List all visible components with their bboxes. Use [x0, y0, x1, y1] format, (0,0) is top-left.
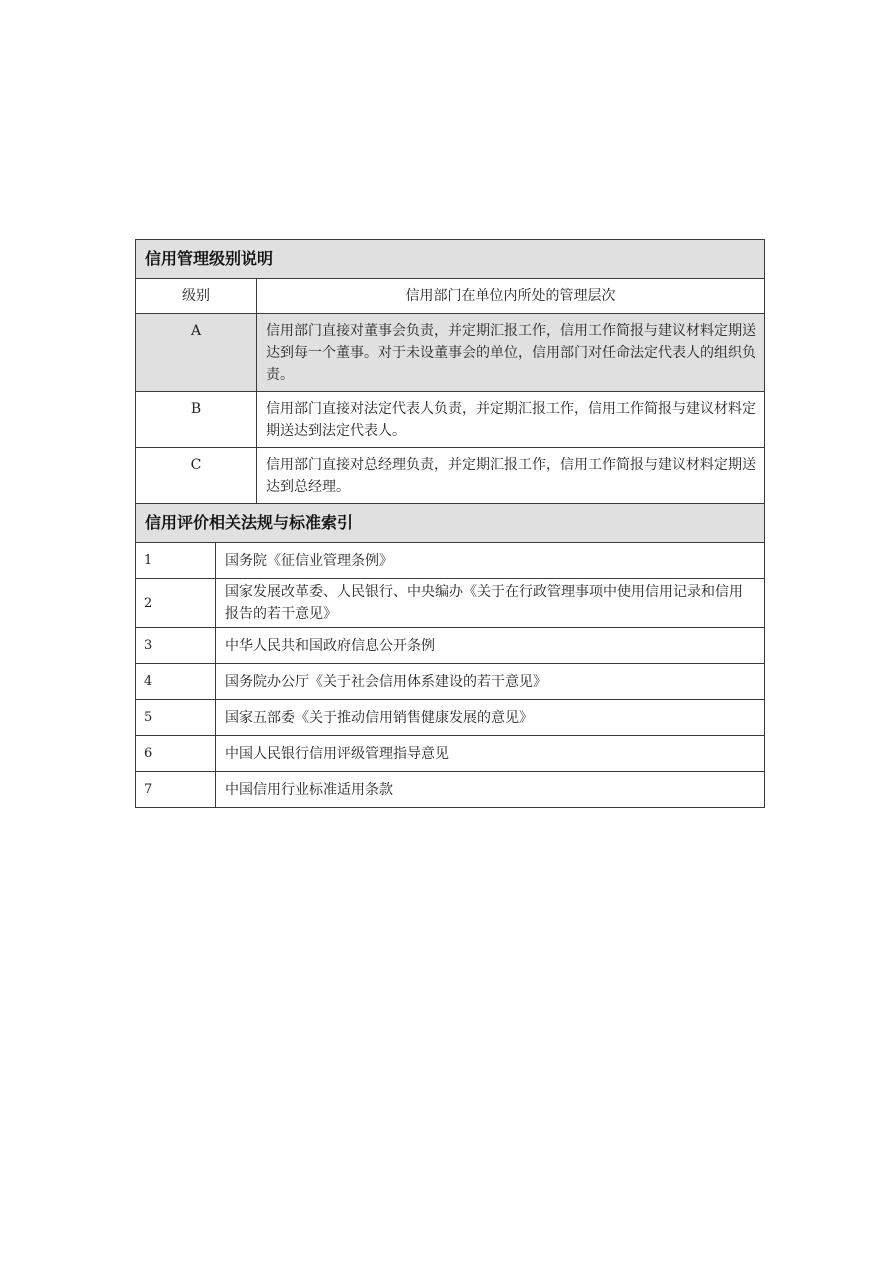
level-code: B: [136, 392, 257, 448]
regulation-row: [136, 772, 765, 808]
levels-section-title: 信用管理级别说明: [136, 240, 765, 279]
regulation-title: 中国人民银行信用评级管理指导意见: [216, 736, 765, 772]
regulation-number: 3: [136, 628, 216, 664]
regulation-title: 国家五部委《关于推动信用销售健康发展的意见》: [216, 700, 765, 736]
regulation-title: 国务院办公厅《关于社会信用体系建设的若干意见》: [216, 664, 765, 700]
regulation-title: 国家发展改革委、人民银行、中央编办《关于在行政管理事项中使用信用记录和信用报告的若干意见》: [216, 579, 765, 628]
level-code: A: [136, 314, 257, 392]
regulation-row: [136, 543, 765, 579]
regulation-title: 中华人民共和国政府信息公开条例: [216, 628, 765, 664]
regulations-section-header-row: [136, 504, 765, 543]
regulation-title: 中国信用行业标准适用条款: [216, 772, 765, 808]
level-description: 信用部门直接对总经理负责，并定期汇报工作，信用工作简报与建议材料定期送达到总经理。: [257, 448, 765, 504]
regulation-number: 5: [136, 700, 216, 736]
regulation-row: [136, 736, 765, 772]
regulation-row: [136, 628, 765, 664]
regulation-number: 6: [136, 736, 216, 772]
regulation-number: 7: [136, 772, 216, 808]
level-description: 信用部门直接对法定代表人负责，并定期汇报工作，信用工作简报与建议材料定期送达到法定代表人。: [257, 392, 765, 448]
level-row-c: [136, 448, 765, 504]
document-body: [135, 239, 764, 808]
regulation-number: 4: [136, 664, 216, 700]
regulation-row: [136, 579, 765, 628]
level-row-b: [136, 392, 765, 448]
level-code: C: [136, 448, 257, 504]
column-header-level: 级别: [136, 279, 257, 314]
column-header-description: 信用部门在单位内所处的管理层次: [257, 279, 765, 314]
regulation-number: 1: [136, 543, 216, 579]
regulations-section-title: 信用评价相关法规与标准索引: [136, 504, 765, 543]
level-description: 信用部门直接对董事会负责，并定期汇报工作，信用工作简报与建议材料定期送达到每一个董事。对于未设董事会的单位，信用部门对任命法定代表人的组织负责。: [257, 314, 765, 392]
regulation-number: 2: [136, 579, 216, 628]
levels-section-header-row: [136, 240, 765, 279]
credit-table: [135, 239, 765, 808]
regulation-title: 国务院《征信业管理条例》: [216, 543, 765, 579]
level-row-a: [136, 314, 765, 392]
regulation-row: [136, 664, 765, 700]
regulation-row: [136, 700, 765, 736]
levels-column-header-row: [136, 279, 765, 314]
